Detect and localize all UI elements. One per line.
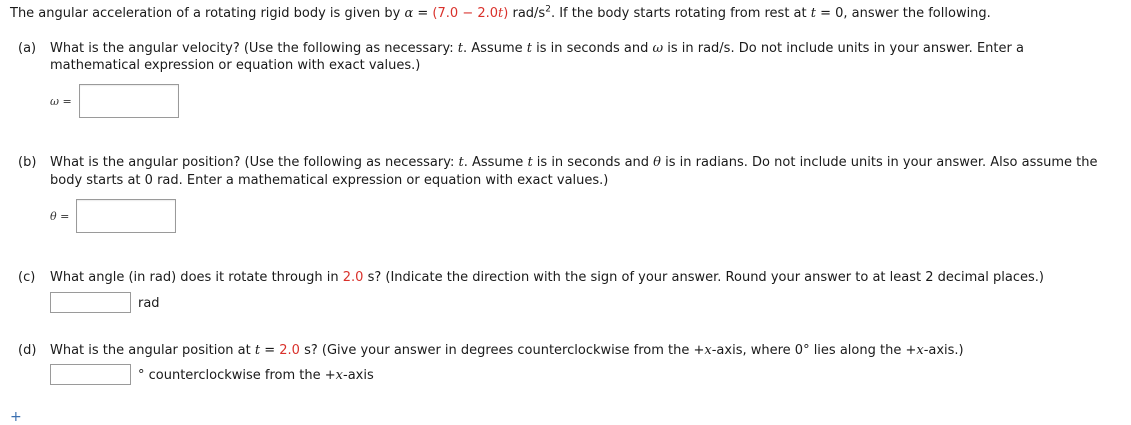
part-d-question: What is the angular position at t = 2.0 s? (Give your answer in degrees counterclockwise from the +x-axis, where 0° lies along the +x-axis.) (50, 343, 964, 358)
rad-unit-label: rad (138, 296, 160, 311)
part-d-label: (d) (18, 343, 37, 358)
part-b-label: (b) (18, 155, 37, 170)
part-d-time-value: 2.0 (279, 343, 300, 358)
degrees-ccw-unit-label: ° counterclockwise from the +x-axis (138, 368, 374, 383)
alpha-constant-1: 7.0 (437, 6, 459, 21)
part-b-question-line2: body starts at 0 rad. Enter a mathematical expression or equation with exact values.) (50, 173, 609, 188)
part-b-question-line1: What is the angular position? (Use the following as necessary: t. Assume t is in seconds and θ is in radians. Do not include units in your answer. Also assume the (50, 155, 1098, 170)
rotation-angle-input[interactable] (50, 292, 131, 313)
omega-answer-input[interactable] (79, 84, 179, 118)
part-c-question: What angle (in rad) does it rotate through in 2.0 s? (Indicate the direction with the sign of your answer. Round your answer to at least 2 decimal places.) (50, 270, 1044, 285)
omega-equals-label: ω = (50, 95, 72, 108)
problem-statement: The angular acceleration of a rotating rigid body is given by α = (7.0 − 2.0t) rad/$s^2$. If the body starts rotating from rest at t = 0, answer the following. (10, 4, 991, 21)
part-c-time-value: 2.0 (342, 270, 364, 285)
expand-plus-icon[interactable]: + (10, 409, 22, 425)
part-a-label: (a) (18, 41, 37, 56)
part-a-question-line1: What is the angular velocity? (Use the following as necessary: t. Assume t is in seconds and ω is in rad/s. Do not include units in your answer. Enter a (50, 41, 1024, 56)
alpha-constant-2: 2.0 (477, 6, 499, 21)
part-c-label: (c) (18, 270, 36, 285)
alpha-symbol: α (404, 6, 414, 21)
theta-equals-label: θ = (50, 210, 70, 223)
theta-answer-input[interactable] (76, 199, 176, 233)
angular-position-degrees-input[interactable] (50, 364, 131, 385)
part-a-question-line2: mathematical expression or equation with exact values.) (50, 58, 421, 73)
